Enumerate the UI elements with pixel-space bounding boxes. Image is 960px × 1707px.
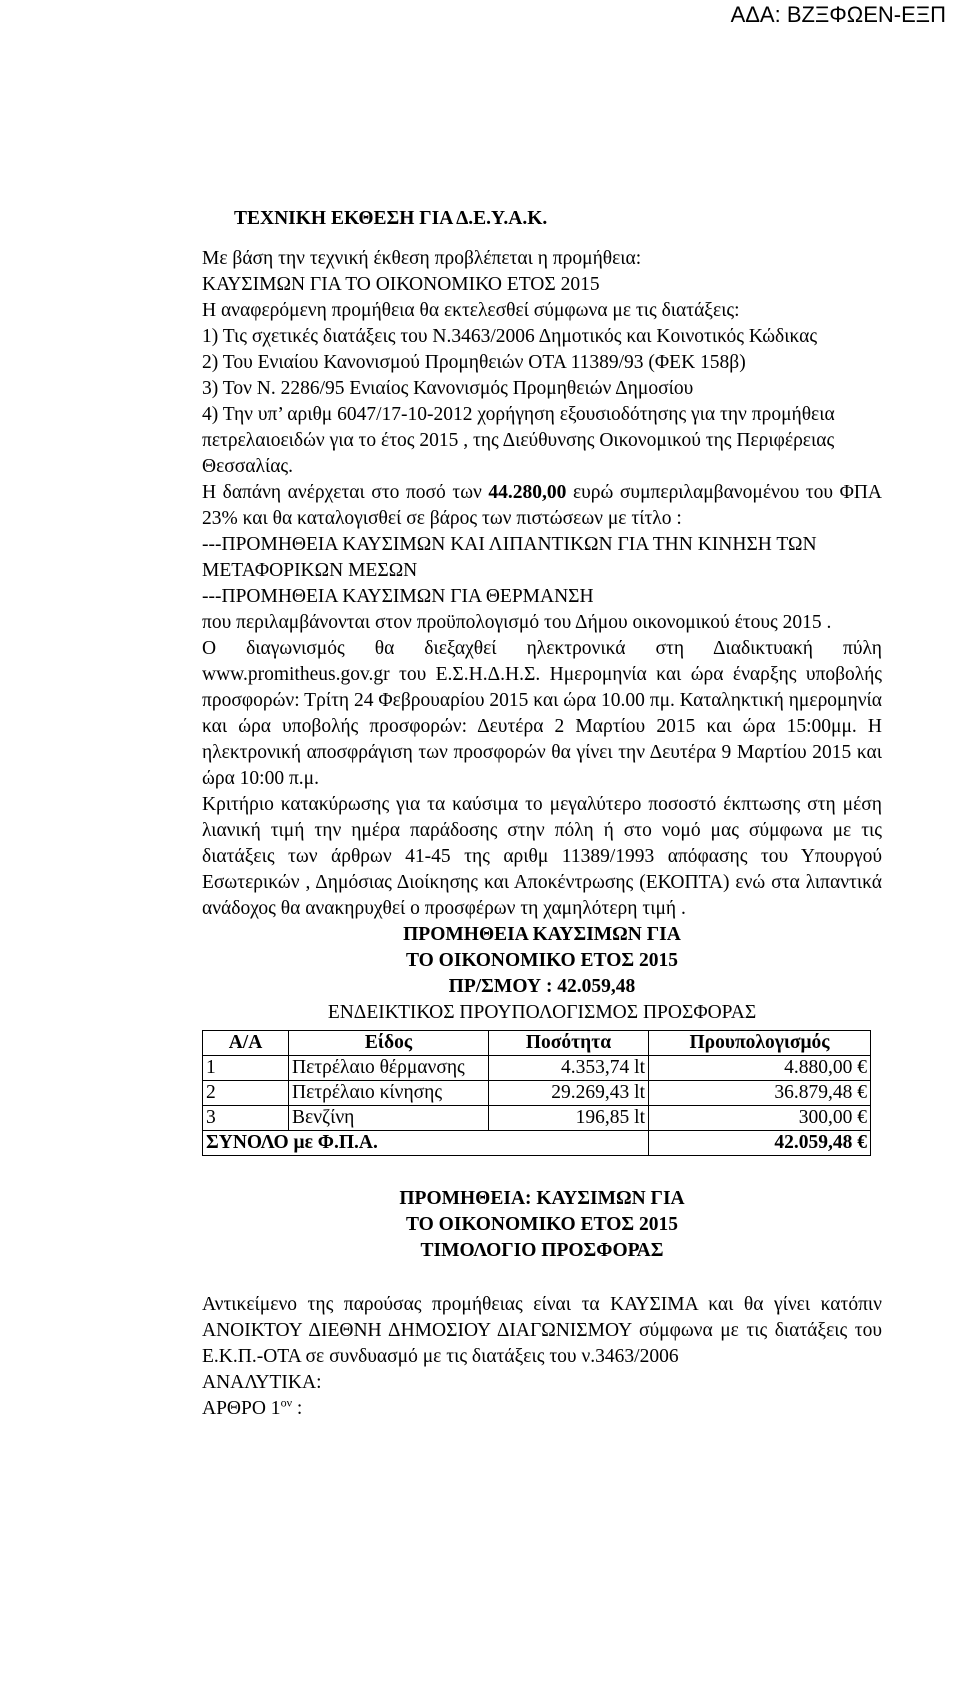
row-1-aa: 1 [203, 1056, 289, 1081]
row-2-budget: 36.879,48 € [649, 1081, 871, 1106]
paragraph-intro: Με βάση την τεχνική έκθεση προβλέπεται η προμήθεια: [202, 248, 642, 269]
criterion-paragraph: Κριτήριο κατακύρωσης για τα καύσιμα το μεγαλύτερο ποσοστό έκπτωσης στη μέση λιανική τιμή την ημέρα παράδοσης στην πόλη ή στο νομό μας σύμφωνα με τις διατάξεις των άρθρων 41-45 της αριθμ 11389/1993 απόφασης του Υπουργού Εσωτερικών , Δημόσιας Διοίκησης και Αποκέντρωσης (ΕΚΟΠΤΑ) ενώ στα λιπαντικά ανάδοχος θα ανακηρυχθεί ο προσφέρων τη χαμηλότερη τιμή . [202, 794, 882, 919]
cost-amount: 44.280,00 [488, 482, 567, 503]
provision-4: 4) Την υπ’ αριθμ 6047/17-10-2012 χορήγηση εξουσιοδότησης για την προμήθεια πετρελαιοειδών για το έτος 2015 , της Διεύθυνσης Οικονομικού της Περιφέρειας Θεσσαλίας. [202, 404, 835, 477]
header-item: Είδος [289, 1031, 489, 1056]
intro-paragraph: Αντικείμενο της παρούσας προμήθειας είναι τα ΚΑΥΣΙΜΑ και θα γίνει κατόπιν ΑΝΟΙΚΤΟΥ ΔΙΕΘΝΗ ΔΗΜΟΣΙΟΥ ΔΙΑΓΩΝΙΣΜΟΥ σύμφωνα με τις διατάξεις του Ε.Κ.Π.-ΟΤΑ σε συνδυασμό με τις διατάξεις του ν.3463/2006 [202, 1294, 882, 1367]
table-row [203, 1081, 871, 1106]
row-3-quantity: 196,85 lt [489, 1106, 649, 1131]
article-heading [202, 1396, 882, 1422]
row-1-quantity: 4.353,74 lt [489, 1056, 649, 1081]
budget-section [202, 922, 882, 1156]
invoice-title-line-3: ΤΙΜΟΛΟΓΙΟ ΠΡΟΣΦΟΡΑΣ [420, 1240, 664, 1261]
table-row [203, 1106, 871, 1131]
budget-title-line-2: ΤΟ ΟΙΚΟΝΟΜΙΚΟ ΕΤΟΣ 2015 [405, 950, 679, 971]
row-3-item: Βενζίνη [289, 1106, 489, 1131]
table-header-row [203, 1031, 871, 1056]
budget-subtitle: ΕΝΔΕΙΚΤΙΚΟΣ ΠΡΟΥΠΟΛΟΓΙΣΜΟΣ ΠΡΟΣΦΟΡΑΣ [327, 1002, 757, 1023]
row-2-item: Πετρέλαιο κίνησης [289, 1081, 489, 1106]
row-2-quantity: 29.269,43 lt [489, 1081, 649, 1106]
row-2-aa: 2 [203, 1081, 289, 1106]
paragraph-subject: ΚΑΥΣΙΜΩΝ ΓΙΑ ΤΟ ΟΙΚΟΝΟΜΙΚΟ ΕΤΟΣ 2015 [202, 274, 600, 295]
article-prefix: ΑΡΘΡΟ 1 [202, 1398, 281, 1419]
main-title: ΤΕΧΝΙΚΗ ΕΚΘΕΣΗ ΓΙΑ Δ.Ε.Υ.Α.Κ. [234, 208, 548, 229]
row-1-budget: 4.880,00 € [649, 1056, 871, 1081]
row-3-budget: 300,00 € [649, 1106, 871, 1131]
credit-line-1: ---ΠΡΟΜΗΘΕΙΑ ΚΑΥΣΙΜΩΝ ΚΑΙ ΛΙΠΑΝΤΙΚΩΝ ΓΙΑ ΤΗΝ ΚΙΝΗΣΗ ΤΩΝ ΜΕΤΑΦΟΡΙΚΩΝ ΜΕΣΩΝ [202, 534, 817, 581]
budget-table [202, 1030, 871, 1156]
cost-prefix: Η δαπάνη ανέρχεται στο ποσό των [202, 482, 489, 503]
budget-title-line-1: ΠΡΟΜΗΘΕΙΑ ΚΑΥΣΙΜΩΝ ΓΙΑ [403, 924, 681, 945]
credit-line-2: ---ΠΡΟΜΗΘΕΙΑ ΚΑΥΣΙΜΩΝ ΓΙΑ ΘΕΡΜΑΝΣΗ [202, 586, 594, 607]
header-quantity: Ποσότητα [489, 1031, 649, 1056]
cost-suffix: ευρώ συμπεριλαμβανομένου του ΦΠΑ 23% και θα καταλογισθεί σε βάρος των πιστώσεων με τίτλο : [202, 482, 882, 529]
provision-3: 3) Τον Ν. 2286/95 Ενιαίος Κανονισμός Προμηθειών Δημοσίου [202, 378, 694, 399]
header-aa: Α/Α [203, 1031, 289, 1056]
provision-2: 2) Του Ενιαίου Κανονισμού Προμηθειών ΟΤΑ 11389/93 (ΦΕΚ 158β) [202, 352, 746, 373]
row-3-aa: 3 [203, 1106, 289, 1131]
row-1-item: Πετρέλαιο θέρμανσης [289, 1056, 489, 1081]
article-suffix: : [292, 1398, 303, 1419]
cost-paragraph [202, 480, 882, 532]
budget-title-line-3: ΠΡ/ΣΜΟΥ : 42.059,48 [448, 976, 636, 997]
invoice-section [202, 1186, 882, 1264]
provision-1: 1) Τις σχετικές διατάξεις του Ν.3463/2006 Δημοτικός και Κοινοτικός Κώδικας [202, 326, 818, 347]
analytical-label: ΑΝΑΛΥΤΙΚΑ: [202, 1372, 322, 1393]
table-total-row [203, 1131, 871, 1156]
tender-paragraph: Ο διαγωνισμός θα διεξαχθεί ηλεκτρονικά στη Διαδικτυακή πύλη www.promitheus.gov.gr του Ε.Σ.Η.Δ.Η.Σ. Ημερομηνία και ώρα έναρξης υποβολής προσφορών: Τρίτη 24 Φεβρουαρίου 2015 και ώρα 10.00 πμ. Καταληκτική ημερομηνία και ώρα υποβολής προσφορών: Δευτέρα 2 Μαρτίου 2015 και ώρα 15:00μμ. Η ηλεκτρονική αποσφράγιση των προσφορών θα γίνει την Δευτέρα 9 Μαρτίου 2015 και ώρα 10:00 π.μ. [202, 638, 882, 789]
invoice-title-line-1: ΠΡΟΜΗΘΕΙΑ: ΚΑΥΣΙΜΩΝ ΓΙΑ [399, 1188, 685, 1209]
intro-section [202, 1292, 882, 1422]
credit-line-3: που περιλαμβάνονται στον προϋπολογισμό του Δήμου οικονομικού έτους 2015 . [202, 612, 832, 633]
ada-code: ΑΔΑ: ΒΖΞΦΩΕΝ-ΕΞΠ [730, 2, 946, 27]
paragraph-provisions: Η αναφερόμενη προμήθεια θα εκτελεσθεί σύμφωνα με τις διατάξεις: [202, 300, 740, 321]
article-sup: ον [280, 1395, 292, 1410]
total-value: 42.059,48 € [649, 1131, 871, 1156]
total-label: ΣΥΝΟΛΟ με Φ.Π.Α. [203, 1131, 649, 1156]
header-budget: Προυπολογισμός [649, 1031, 871, 1056]
document-body [202, 206, 882, 1422]
table-row [203, 1056, 871, 1081]
invoice-title-line-2: ΤΟ ΟΙΚΟΝΟΜΙΚΟ ΕΤΟΣ 2015 [405, 1214, 679, 1235]
